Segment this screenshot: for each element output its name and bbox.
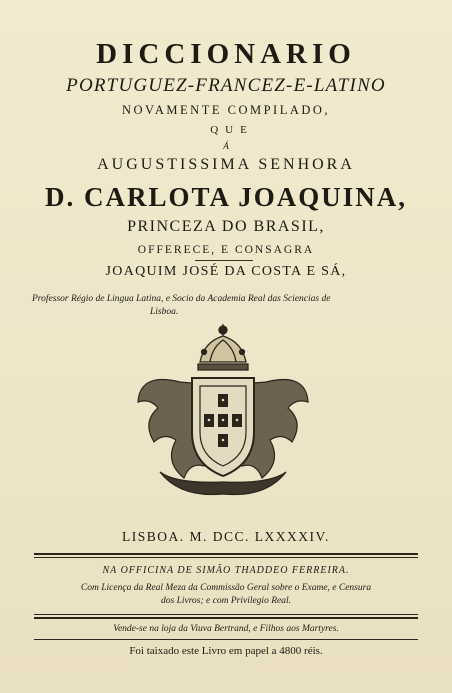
compiled-line: NOVAMENTE COMPILADO, <box>121 103 331 117</box>
divider-bottom <box>34 639 418 640</box>
license-text <box>0 582 452 608</box>
author-description-line-1: Professor Régio de Lingua Latina, e Socio da Academia Real das Sciencias de <box>32 294 331 304</box>
que-line: QUE <box>210 124 254 136</box>
crown-icon <box>198 324 248 370</box>
divider-mid-thin <box>34 614 418 615</box>
printer-line: NA OFFICINA DE SIMÃO THADDEO FERREIRA. <box>102 565 350 576</box>
coat-of-arms-icon <box>120 322 326 506</box>
dedicatee-title: AUGUSTISSIMA SENHORA <box>97 156 355 173</box>
license-line-1: Com Licença da Real Meza da Commissão Geral sobre o Exame, e Censura <box>80 583 372 593</box>
a-line: Á <box>223 141 229 151</box>
divider-top-thin <box>34 557 418 558</box>
price-line: Foi taixado este Livro em papel a 4800 réis. <box>129 645 323 657</box>
author-name: JOAQUIM JOSÉ DA COSTA E SÁ, <box>105 264 347 279</box>
offers-line: OFFERECE, E CONSAGRA <box>137 244 315 256</box>
divider-top-thick <box>34 553 418 555</box>
sold-at-line: Vende-se na loja da Viuva Bertrand, e Filhos aos Martyres. <box>113 624 339 634</box>
author-description <box>32 293 420 319</box>
license-line-2: dos Livros; e com Privilegio Real. <box>161 596 291 606</box>
shield-icon <box>192 378 254 476</box>
dedicatee-name: D. CARLOTA JOAQUINA, <box>44 182 408 212</box>
divider-mid-thick <box>34 617 418 619</box>
short-rule <box>195 260 253 261</box>
book-title: DICCIONARIO <box>96 38 356 70</box>
book-subtitle: PORTUGUEZ-FRANCEZ-E-LATINO <box>66 75 386 96</box>
place-and-date: LISBOA. M. DCC. LXXXXIV. <box>122 529 330 544</box>
author-description-line-2: Lisboa. <box>150 307 179 317</box>
dedicatee-rank: PRINCEZA DO BRASIL, <box>127 218 325 235</box>
